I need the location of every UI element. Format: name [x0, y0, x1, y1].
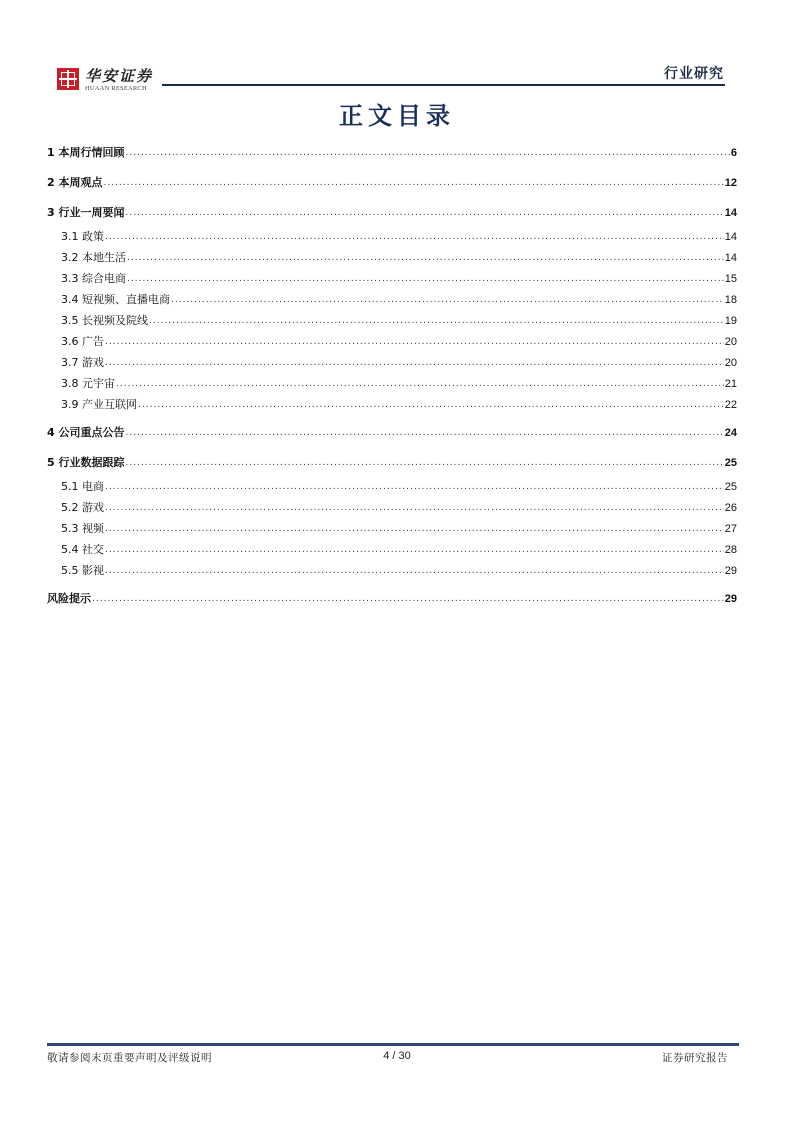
toc-entry-3-6[interactable]: [47, 331, 737, 352]
toc-entry-page: 22: [724, 398, 737, 411]
toc-entry-page: 29: [724, 564, 737, 577]
toc-entry-label: 3.3 综合电商: [61, 271, 126, 285]
toc-entry-5-1[interactable]: [47, 476, 737, 497]
toc-leader-dots: [125, 146, 729, 160]
toc-entry-3-7[interactable]: [47, 352, 737, 373]
toc-entry-page: 18: [724, 293, 737, 306]
toc-leader-dots: [105, 543, 724, 557]
toc-entry-page: 15: [724, 272, 737, 285]
toc-entry-label: 5.4 社交: [61, 542, 104, 556]
toc-entry-3-3[interactable]: [47, 268, 737, 289]
toc-leader-dots: [149, 314, 724, 328]
toc-leader-dots: [138, 398, 724, 412]
toc-entry-page: 20: [724, 356, 737, 369]
toc-entry-3[interactable]: [47, 202, 737, 223]
toc-entry-5-5[interactable]: [47, 560, 737, 581]
toc-leader-dots: [125, 206, 723, 220]
logo-cn-name: 华安证券: [85, 67, 154, 85]
toc-entry-page: 26: [724, 501, 737, 514]
toc-entry-3-5[interactable]: [47, 310, 737, 331]
toc-leader-dots: [105, 522, 724, 536]
toc-entry-page: 25: [724, 480, 737, 493]
toc-entry-label: 5.2 游戏: [61, 500, 104, 514]
toc-entry-3-9[interactable]: [47, 394, 737, 415]
toc-entry-3-4[interactable]: [47, 289, 737, 310]
toc-entry-page: 14: [724, 251, 737, 264]
footer-divider: [47, 1043, 739, 1046]
toc-entry-page: 27: [724, 522, 737, 535]
toc-entry-page: 29: [724, 592, 737, 605]
toc-entry-label: 3.9 产业互联网: [61, 397, 137, 411]
toc-entry-label: 3.5 长视频及院线: [61, 313, 148, 327]
toc-entry-3-8[interactable]: [47, 373, 737, 394]
logo-en-name: HUAAN RESEARCH: [85, 85, 147, 92]
toc-entry-3-2[interactable]: [47, 247, 737, 268]
section-label: 行业研究: [664, 66, 724, 82]
header-divider: [162, 84, 725, 86]
company-logo: [57, 68, 153, 93]
toc-entry-label: 3.1 政策: [61, 229, 104, 243]
toc-entry-label: 5.1 电商: [61, 479, 104, 493]
toc-entry-label: 5.5 影视: [61, 563, 104, 577]
toc-entry-label: 3 行业一周要闻: [47, 205, 125, 219]
toc-entry-page: 28: [724, 543, 737, 556]
huaan-logo-icon: [57, 68, 79, 90]
toc-entry-1[interactable]: [47, 142, 737, 163]
toc-leader-dots: [105, 564, 724, 578]
toc-entry-label: 3.8 元宇宙: [61, 376, 115, 390]
toc-entry-2[interactable]: [47, 172, 737, 193]
toc-entry-label: 3.2 本地生活: [61, 250, 126, 264]
toc-entry-page: 14: [724, 230, 737, 243]
page-header: [0, 0, 794, 100]
toc-entry-3-1[interactable]: [47, 226, 737, 247]
toc-entry-page: 19: [724, 314, 737, 327]
toc-entry-label: 3.6 广告: [61, 334, 104, 348]
toc-leader-dots: [116, 377, 724, 391]
toc-entry-5[interactable]: [47, 452, 737, 473]
toc-title: 正文目录: [339, 101, 455, 130]
toc-leader-dots: [105, 501, 724, 515]
toc-entry-label: 3.4 短视频、直播电商: [61, 292, 170, 306]
toc-leader-dots: [105, 356, 724, 370]
toc-entry-page: 21: [724, 377, 737, 390]
footer-disclaimer: 敬请参阅末页重要声明及评级说明: [47, 1052, 212, 1064]
toc-entry-risk[interactable]: [47, 588, 737, 609]
toc-entry-label: 4 公司重点公告: [47, 425, 125, 439]
toc-entry-page: 12: [724, 176, 737, 189]
toc-entry-label: 3.7 游戏: [61, 355, 104, 369]
toc-entry-page: 14: [724, 206, 737, 219]
footer-doc-type: 证券研究报告: [662, 1052, 728, 1064]
toc-entry-label: 5 行业数据跟踪: [47, 455, 125, 469]
toc-entry-page: 24: [724, 426, 737, 439]
toc-leader-dots: [127, 272, 724, 286]
toc-entry-page: 20: [724, 335, 737, 348]
toc-entry-page: 6: [730, 146, 737, 159]
toc-leader-dots: [125, 426, 723, 440]
toc-entry-5-3[interactable]: [47, 518, 737, 539]
toc-leader-dots: [125, 456, 723, 470]
toc-leader-dots: [171, 293, 724, 307]
toc-entry-label: 5.3 视频: [61, 521, 104, 535]
toc-leader-dots: [105, 480, 724, 494]
toc-leader-dots: [92, 592, 724, 606]
toc-entry-5-2[interactable]: [47, 497, 737, 518]
toc-leader-dots: [105, 335, 724, 349]
toc-leader-dots: [103, 176, 723, 190]
toc-entry-page: 25: [724, 456, 737, 469]
page-indicator: 4 / 30: [383, 1050, 411, 1062]
toc-entry-5-4[interactable]: [47, 539, 737, 560]
toc-entry-label: 1 本周行情回顾: [47, 145, 125, 159]
table-of-contents: [47, 142, 737, 618]
toc-entry-label: 风险提示: [47, 591, 91, 605]
toc-entry-label: 2 本周观点: [47, 175, 103, 189]
toc-entry-4[interactable]: [47, 422, 737, 443]
toc-leader-dots: [127, 251, 724, 265]
toc-leader-dots: [105, 230, 724, 244]
